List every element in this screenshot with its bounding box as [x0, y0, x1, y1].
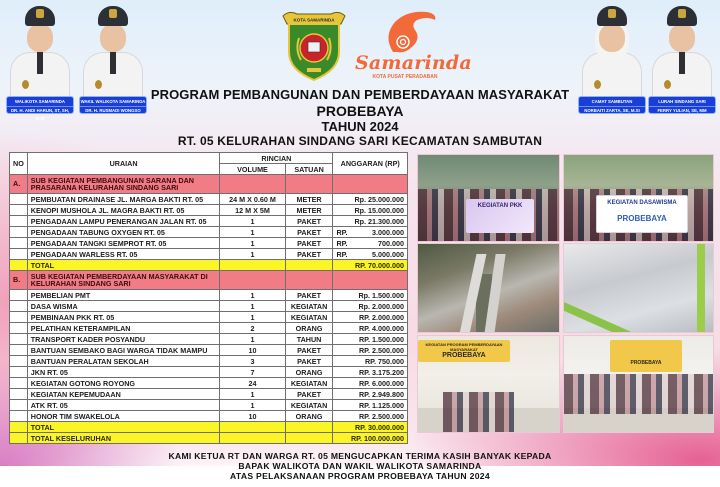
item-no [10, 367, 28, 378]
item-volume: 7 [220, 367, 285, 378]
item-anggaran: RP. 2.000.000 [333, 312, 408, 323]
section-title: SUB KEGIATAN PEMBANGUNAN SARANA DAN PRASARANA KELURAHAN SINDANG SARI [27, 175, 220, 194]
item-uraian: DASA WISMA [27, 301, 220, 312]
official-name-badge [648, 96, 716, 114]
item-anggaran: RP. 2.500.000 [333, 411, 408, 422]
table-row [10, 216, 408, 227]
item-volume: 2 [220, 323, 285, 334]
table-row [10, 290, 408, 301]
item-satuan: PAKET [285, 238, 333, 249]
header-anggaran: ANGGARAN (RP) [333, 153, 408, 175]
item-no [10, 400, 28, 411]
photo-drainase [417, 243, 560, 333]
total-label: TOTAL [27, 422, 220, 433]
item-uraian: KENOPI MUSHOLA JL. MAGRA BAKTI RT. 05 [27, 205, 220, 216]
header-satuan: SATUAN [285, 164, 333, 175]
table-row [10, 367, 408, 378]
official-name-badge [578, 96, 646, 114]
official-role: CAMAT SAMBUTAN [591, 99, 633, 104]
item-volume: 1 [220, 238, 285, 249]
item-uraian: BANTUAN SEMBAKO BAGI WARGA TIDAK MAMPU [27, 345, 220, 356]
section-a-row [10, 175, 408, 194]
item-satuan: PAKET [285, 290, 333, 301]
brand-tagline: KOTA PUSAT PERADABAN [372, 74, 438, 80]
table-row [10, 345, 408, 356]
item-volume: 1 [220, 290, 285, 301]
table-row [10, 301, 408, 312]
total-value: RP. 70.000.000 [333, 260, 408, 271]
photo-kenopi [563, 243, 714, 333]
table-row [10, 334, 408, 345]
people-group [443, 392, 514, 432]
item-no [10, 301, 28, 312]
item-anggaran: RP. 2.500.000 [333, 345, 408, 356]
item-volume: 1 [220, 334, 285, 345]
item-satuan: METER [285, 194, 333, 205]
photo-kegiatan-pkk [417, 154, 560, 242]
item-anggaran: RP. 6.000.000 [333, 378, 408, 389]
photo-bantuan-peralatan-sekolah [417, 335, 560, 433]
header-volume: VOLUME [220, 164, 285, 175]
table-row [10, 238, 408, 249]
table-row [10, 227, 408, 238]
item-no [10, 323, 28, 334]
item-uraian: PEMBUATAN DRAINASE JL. MARGA BAKTI RT. 05 [27, 194, 220, 205]
photo-banner: PROBEBAYA [610, 340, 682, 372]
item-no [10, 312, 28, 323]
table-row [10, 356, 408, 367]
official-wakil-walikota [79, 4, 147, 112]
section-number: B. [10, 271, 28, 290]
item-uraian: PENGADAAN WARLESS RT. 05 [27, 249, 220, 260]
section-number: A. [10, 175, 28, 194]
people-group [564, 374, 713, 414]
brand-wordmark: Samarinda [355, 52, 472, 74]
official-name-badge [6, 96, 74, 121]
banner-title: KEGIATAN DASAWISMA [607, 200, 677, 206]
official-name: DR. H. RUSMADI WONGSO [80, 106, 146, 115]
grand-total-value: RP. 100.000.000 [333, 433, 408, 444]
item-volume: 10 [220, 345, 285, 356]
banner-subtitle: KEGIATAN PROGRAM PEMBERDAYAAN MASYARAKAT [425, 342, 503, 352]
thank-you-line: ATAS PELAKSANAAN PROGRAM PROBEBAYA TAHUN 2024 [230, 471, 490, 481]
official-name: DR. H. ANDI HARUN, ST, SH, M.SI [7, 106, 73, 123]
banner-subtitle: PROBEBAYA [617, 214, 667, 223]
total-value: RP. 30.000.000 [333, 422, 408, 433]
section-b-row [10, 271, 408, 290]
item-uraian: PEMBELIAN PMT [27, 290, 220, 301]
item-anggaran: RP. 5.000.000 [333, 249, 408, 260]
item-volume: 24 [220, 378, 285, 389]
official-photo [83, 4, 143, 96]
official-name: FERRY YULIAN, SE, MM [649, 106, 715, 115]
thank-you-line: BAPAK WALIKOTA DAN WAKIL WALIKOTA SAMARINDA [238, 461, 482, 471]
item-volume: 1 [220, 389, 285, 400]
item-no [10, 334, 28, 345]
photo-banner [418, 340, 510, 362]
official-name-badge [79, 96, 147, 114]
item-satuan: KEGIATAN [285, 378, 333, 389]
budget-table-footer [10, 422, 408, 444]
item-satuan: ORANG [285, 323, 333, 334]
item-satuan: ORANG [285, 411, 333, 422]
thank-you-line: KAMI KETUA RT DAN WARGA RT. 05 MENGUCAPKAN TERIMA KASIH BANYAK KEPADA [168, 451, 552, 461]
item-uraian: PENGADAAN TANGKI SEMPROT RT. 05 [27, 238, 220, 249]
table-row [10, 194, 408, 205]
item-volume: 1 [220, 312, 285, 323]
item-anggaran: Rp. 2.000.000 [333, 301, 408, 312]
item-satuan: KEGIATAN [285, 400, 333, 411]
program-name: PROBEBAYA [316, 103, 404, 119]
program-year: TAHUN 2024 [321, 119, 399, 134]
table-row [10, 205, 408, 216]
header-uraian: URAIAN [27, 153, 220, 175]
item-volume: 1 [220, 249, 285, 260]
official-camat [578, 4, 646, 112]
item-volume: 3 [220, 356, 285, 367]
section-a-total-row [10, 260, 408, 271]
item-anggaran: Rp. 25.000.000 [333, 194, 408, 205]
item-anggaran: RP. 3.175.200 [333, 367, 408, 378]
item-uraian: HONOR TIM SWAKELOLA [27, 411, 220, 422]
official-role: WALIKOTA SAMARINDA [15, 99, 65, 104]
item-satuan: PAKET [285, 227, 333, 238]
table-row [10, 400, 408, 411]
budget-table-body [10, 175, 408, 290]
table-row [10, 312, 408, 323]
photo-kegiatan-dasawisma [563, 154, 714, 242]
poster-title-block [150, 87, 570, 149]
item-uraian: KEGIATAN KEPEMUDAAN [27, 389, 220, 400]
item-no [10, 290, 28, 301]
header-no: NO [10, 153, 28, 175]
item-volume: 1 [220, 227, 285, 238]
official-lurah [648, 4, 716, 112]
item-satuan: PAKET [285, 389, 333, 400]
item-no [10, 378, 28, 389]
item-volume: 12 M X 5M [220, 205, 285, 216]
item-uraian: ATK RT. 05 [27, 400, 220, 411]
official-name: NORBAITI ZARTA, SE, M.SI [579, 106, 645, 115]
section-title: SUB KEGIATAN PEMBERDAYAAN MASYARAKAT DI KELURAHAN SINDANG SARI [27, 271, 220, 290]
photo-banner [596, 195, 688, 233]
official-role: LURAH SINDANG SARI [658, 99, 706, 104]
item-uraian: PEMBINAAN PKK RT. 05 [27, 312, 220, 323]
item-anggaran: RP. 1.125.000 [333, 400, 408, 411]
item-volume: 1 [220, 216, 285, 227]
item-uraian: PELATIHAN KETERAMPILAN [27, 323, 220, 334]
samarinda-brand-logo [355, 8, 472, 82]
item-anggaran: Rp. 15.000.000 [333, 205, 408, 216]
item-satuan: KEGIATAN [285, 301, 333, 312]
section-b-total-row [10, 422, 408, 433]
item-anggaran: RP. 1.500.000 [333, 334, 408, 345]
canopy-beam [563, 302, 714, 333]
item-satuan: PAKET [285, 216, 333, 227]
item-uraian: PENGADAAN TABUNG OXYGEN RT. 05 [27, 227, 220, 238]
grand-total-row [10, 433, 408, 444]
item-volume: 24 M X 0.60 M [220, 194, 285, 205]
item-uraian: BANTUAN PERALATAN SEKOLAH [27, 356, 220, 367]
item-uraian: TRANSPORT KADER POSYANDU [27, 334, 220, 345]
official-walikota [6, 4, 74, 121]
item-satuan: ORANG [285, 367, 333, 378]
header-rincian: RINCIAN [220, 153, 333, 164]
item-satuan: PAKET [285, 345, 333, 356]
item-anggaran: RP. 3.000.000 [333, 227, 408, 238]
budget-table [9, 152, 408, 444]
table-row [10, 389, 408, 400]
item-anggaran: RP. 4.000.000 [333, 323, 408, 334]
item-anggaran: RP. 2.949.800 [333, 389, 408, 400]
photo-banner: KEGIATAN PKK [466, 199, 534, 233]
item-anggaran: Rp. 1.500.000 [333, 290, 408, 301]
table-header-row [10, 153, 408, 164]
item-satuan: PAKET [285, 249, 333, 260]
item-no [10, 356, 28, 367]
official-photo [582, 4, 642, 96]
total-label: TOTAL [27, 260, 220, 271]
item-satuan: PAKET [285, 356, 333, 367]
item-uraian: PENGADAAN LAMPU PENERANGAN JALAN RT. 05 [27, 216, 220, 227]
canopy-post [697, 244, 705, 333]
svg-text:KOTA SAMARINDA: KOTA SAMARINDA [293, 17, 335, 23]
section-b-items [10, 290, 408, 422]
item-no [10, 345, 28, 356]
item-no [10, 411, 28, 422]
banner-title: PROBEBAYA [442, 352, 486, 359]
official-photo [10, 4, 70, 96]
official-photo [652, 4, 712, 96]
program-title: PROGRAM PEMBANGUNAN DAN PEMBERDAYAAN MASYARAKAT [150, 87, 570, 102]
thank-you-message [100, 451, 620, 481]
item-satuan: TAHUN [285, 334, 333, 345]
program-location: RT. 05 KELURAHAN SINDANG SARI KECAMATAN SAMBUTAN [177, 134, 543, 148]
item-volume: 10 [220, 411, 285, 422]
table-row [10, 411, 408, 422]
table-row [10, 249, 408, 260]
item-uraian: JKN RT. 05 [27, 367, 220, 378]
item-volume: 1 [220, 301, 285, 312]
grand-total-label: TOTAL KESELURUHAN [27, 433, 220, 444]
photo-bantuan-sembako [563, 335, 714, 433]
samarinda-city-crest-logo [279, 8, 349, 82]
city-crest-icon [279, 8, 349, 82]
item-satuan: METER [285, 205, 333, 216]
item-anggaran: Rp. 21.300.000 [333, 216, 408, 227]
item-anggaran: RP. 750.000 [333, 356, 408, 367]
item-volume: 1 [220, 400, 285, 411]
item-anggaran: RP. 700.000 [333, 238, 408, 249]
table-row [10, 323, 408, 334]
official-role: WAKIL WALIKOTA SAMARINDA [80, 99, 146, 104]
item-no [10, 389, 28, 400]
item-satuan: KEGIATAN [285, 312, 333, 323]
item-uraian: KEGIATAN GOTONG ROYONG [27, 378, 220, 389]
pesut-dolphin-icon [355, 8, 455, 56]
table-row [10, 378, 408, 389]
